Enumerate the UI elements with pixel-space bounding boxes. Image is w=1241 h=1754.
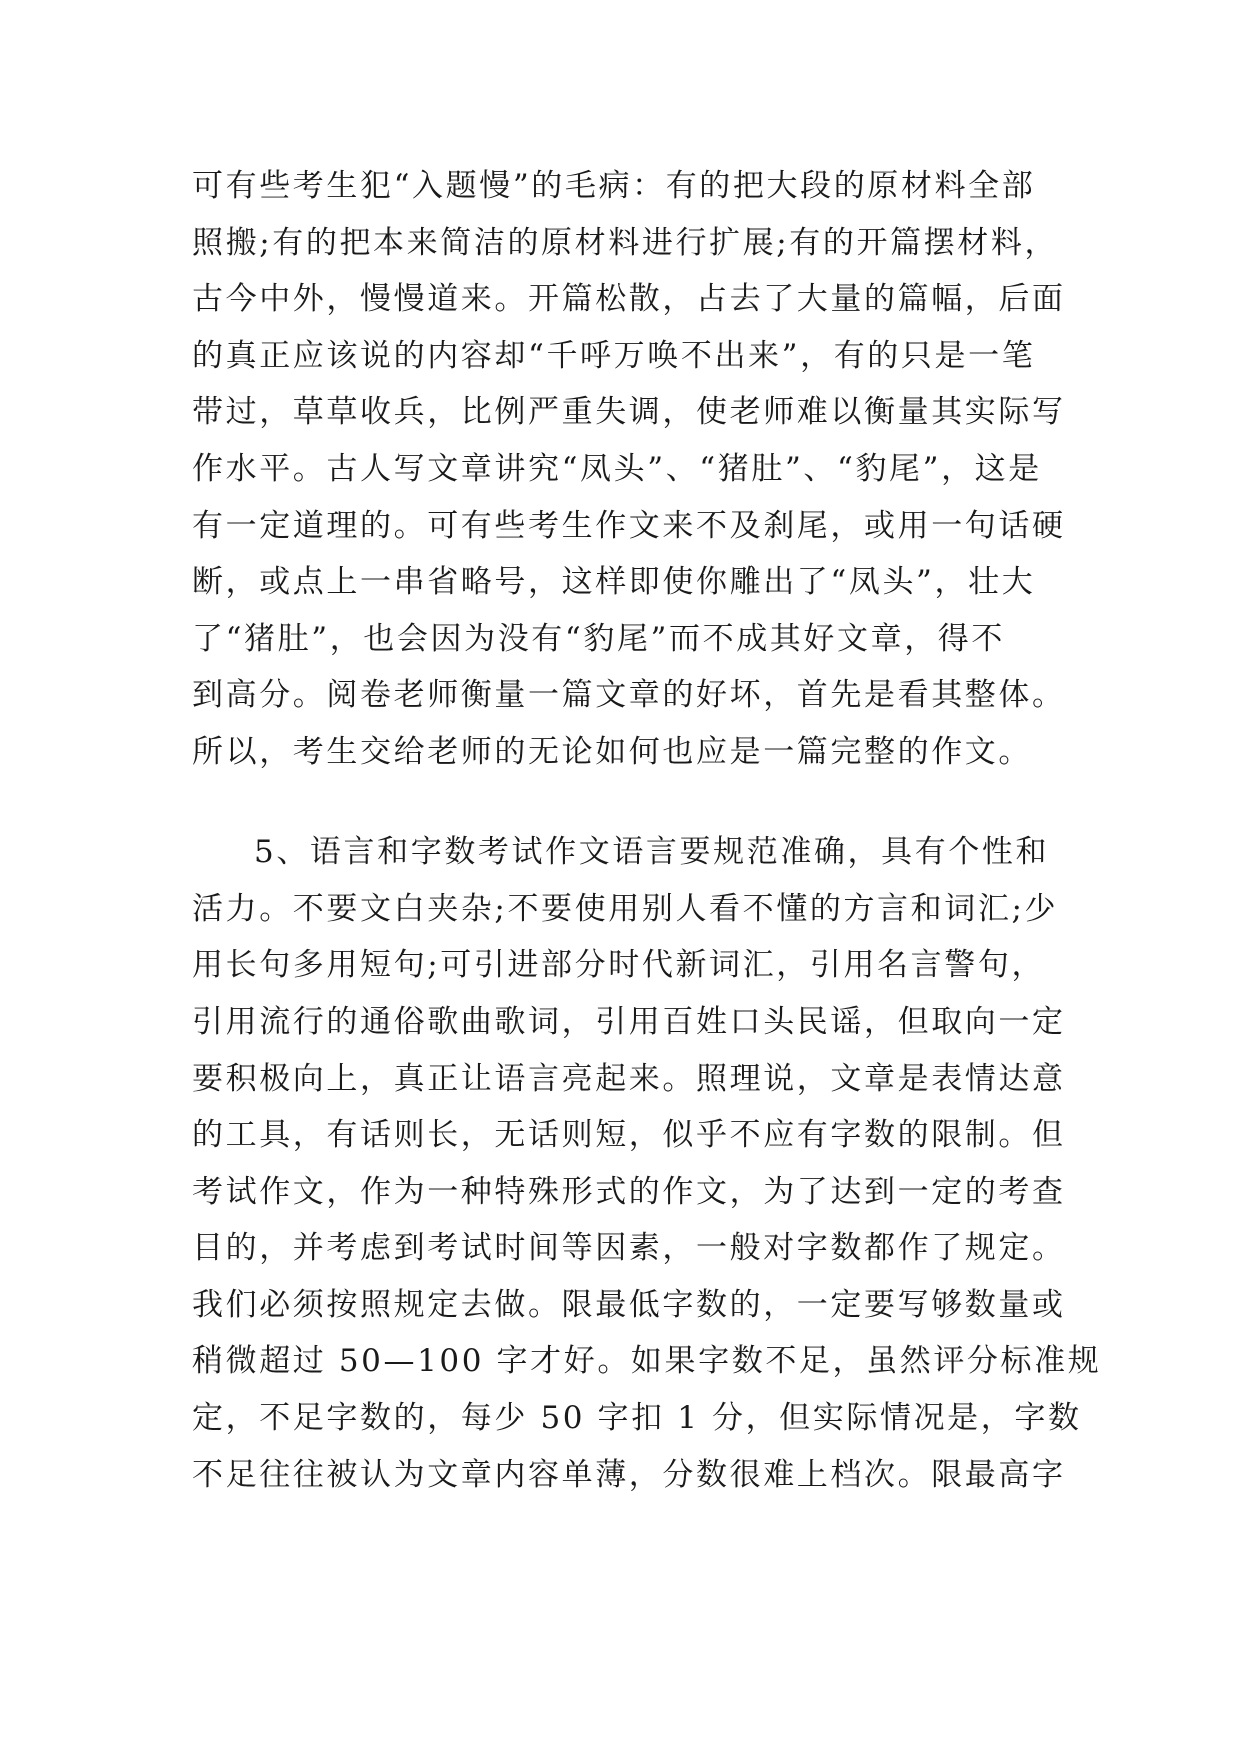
paragraph-line: 5、语言和字数考试作文语言要规范准确，具有个性和: [254, 834, 1050, 870]
paragraph-line: 用长句多用短句;可引进部分时代新词汇，引用名言警句，: [192, 947, 1046, 983]
paragraph-line: 定，不足字数的，每少 50 字扣 1 分，但实际情况是，字数: [192, 1400, 1082, 1436]
paragraph-line: 到高分。阅卷老师衡量一篇文章的好坏，首先是看其整体。: [192, 677, 1066, 713]
paragraph-line: 带过，草草收兵，比例严重失调，使老师难以衡量其实际写: [192, 394, 1066, 430]
paragraph-line: 了“猪肚”，也会因为没有“豹尾”而不成其好文章，得不: [192, 621, 1005, 657]
paragraph-line: 古今中外，慢慢道来。开篇松散，占去了大量的篇幅，后面: [192, 281, 1066, 317]
paragraph-line: 要积极向上，真正让语言亮起来。照理说，文章是表情达意: [192, 1061, 1066, 1097]
paragraph-line: 目的，并考虑到考试时间等因素，一般对字数都作了规定。: [192, 1230, 1066, 1266]
paragraph-line: 我们必须按照规定去做。限最低字数的，一定要写够数量或: [192, 1287, 1066, 1323]
paragraph-line: 的真正应该说的内容却“千呼万唤不出来”，有的只是一笔: [192, 338, 1036, 374]
paragraph-line: 所以，考生交给老师的无论如何也应是一篇完整的作文。: [192, 734, 1032, 770]
paragraph-line: 可有些考生犯“入题慢”的毛病：有的把大段的原材料全部: [192, 168, 1036, 204]
paragraph-line: 断，或点上一串省略号，这样即使你雕出了“凤头”，壮大: [192, 564, 1036, 600]
paragraph-line: 不足往往被认为文章内容单薄，分数很难上档次。限最高字: [192, 1457, 1066, 1493]
paragraph-line: 活力。不要文白夹杂;不要使用别人看不懂的方言和词汇;少: [192, 891, 1059, 927]
paragraph-line: 引用流行的通俗歌曲歌词，引用百姓口头民谣，但取向一定: [192, 1004, 1066, 1040]
paragraph-line: 稍微超过 50—100 字才好。如果字数不足，虽然评分标准规: [192, 1343, 1102, 1379]
paragraph-line: 照搬;有的把本来简洁的原材料进行扩展;有的开篇摆材料，: [192, 225, 1059, 261]
paragraph-line: 作水平。古人写文章讲究“凤头”、“猪肚”、“豹尾”，这是: [192, 451, 1042, 487]
paragraph-line: 考试作文，作为一种特殊形式的作文，为了达到一定的考查: [192, 1174, 1066, 1210]
paragraph-line: 有一定道理的。可有些考生作文来不及刹尾，或用一句话硬: [192, 508, 1066, 544]
paragraph-line: 的工具，有话则长，无话则短，似乎不应有字数的限制。但: [192, 1117, 1066, 1153]
